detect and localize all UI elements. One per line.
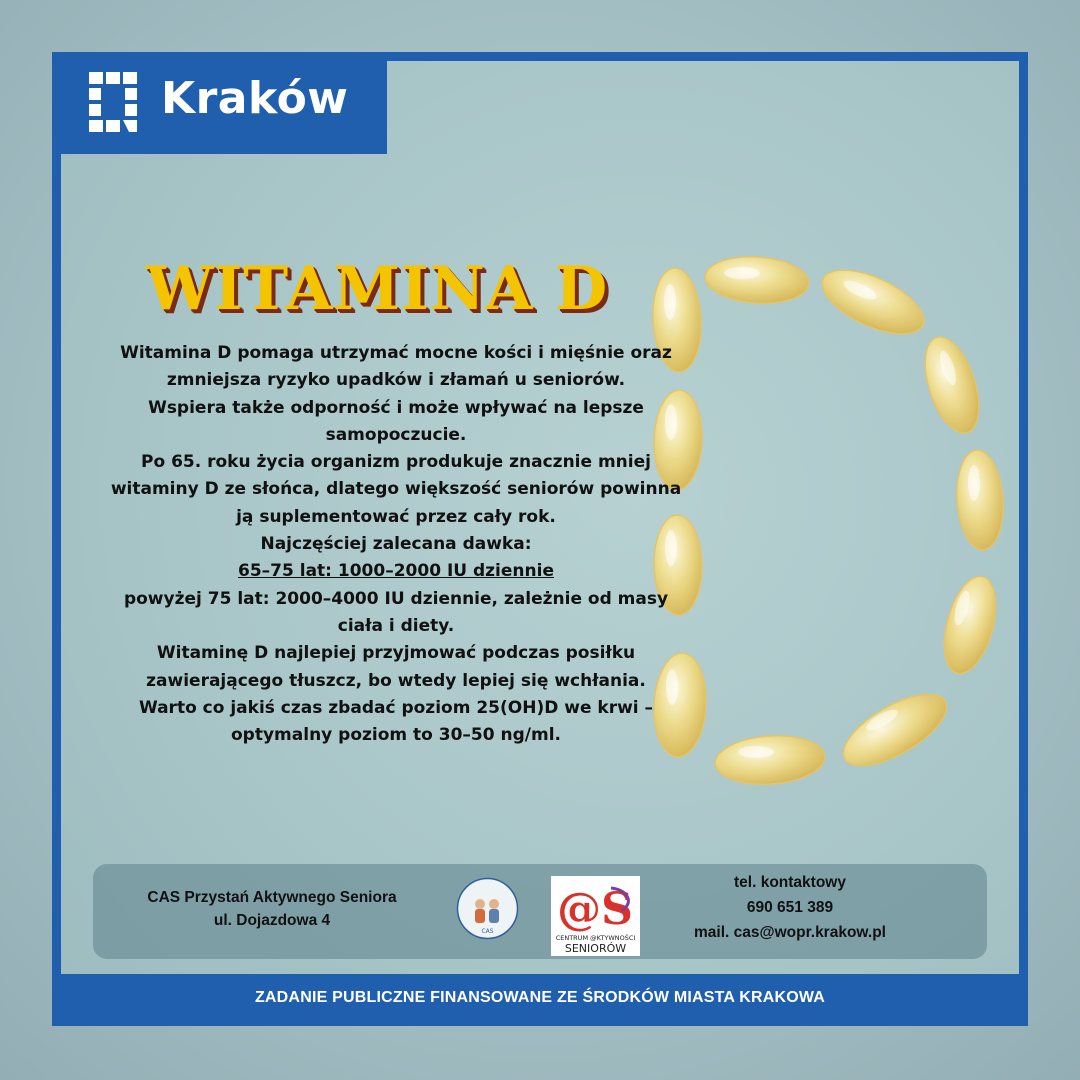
centrum-logo-graphic (551, 876, 640, 956)
dose-65-75: 65–75 lat: 1000–2000 IU dziennie (238, 561, 554, 582)
contact-info (665, 870, 915, 945)
address-line: ul. Dojazdowa 4 (213, 912, 331, 929)
centrum-aktywnosci-seniorow-logo (551, 876, 640, 956)
org-name: CAS Przystań Aktywnego Seniora (147, 889, 397, 906)
email-address[interactable]: mail. cas@wopr.krakow.pl (693, 924, 886, 941)
cas-circle-logo (456, 877, 519, 940)
phone-number[interactable]: 690 651 389 (746, 899, 834, 916)
body-line: optymalny poziom to 30–50 ng/ml. (231, 725, 561, 746)
body-line: Najczęściej zalecana dawka: (260, 534, 532, 555)
centrum-logo-mark: @S (557, 884, 633, 935)
body-line: Witaminę D najlepiej przyjmować podczas posiłku (156, 643, 636, 664)
body-line: ciała i diety. (337, 615, 455, 636)
centrum-line2: SENIORÓW (564, 942, 627, 955)
page-title: WITAMINA D (146, 254, 609, 324)
body-line: powyżej 75 lat: 2000–4000 IU dziennie, zależnie od masy (123, 588, 669, 609)
krakow-logo-icon (89, 72, 137, 132)
cas-logo-text: CAS (481, 928, 494, 935)
dose-line-underlined (96, 558, 696, 585)
body-line: zmniejsza ryzyko upadków i złamań u seniorów. (166, 370, 626, 391)
body-line: witaminy D ze słońca, dlatego większość seniorów powinna (110, 479, 682, 500)
body-text (96, 340, 696, 749)
contact-label: tel. kontaktowy (734, 874, 846, 891)
organization-address (107, 886, 437, 932)
body-line: Po 65. roku życia organizm produkuje znacznie mniej (141, 452, 651, 473)
body-line: Wspiera także odporność i może wpływać na lepsze (148, 397, 644, 418)
body-line: samopoczucie. (325, 424, 467, 445)
centrum-line1: CENTRUM @KTYWNOŚCI (555, 934, 636, 942)
footer-text: ZADANIE PUBLICZNE FINANSOWANE ZE ŚRODKÓW MIASTA KRAKOWA (254, 989, 826, 1006)
krakow-logo[interactable] (60, 60, 387, 154)
brand-name: Kraków (161, 73, 349, 124)
body-line: zawierającego tłuszcz, bo wtedy lepiej się wchłania. (146, 670, 646, 691)
body-line: Witamina D pomaga utrzymać mocne kości i mięśnie oraz (120, 343, 672, 363)
body-line: Warto co jakiś czas zbadać poziom 25(OH)D we krwi – (138, 697, 654, 718)
body-line: ją suplementować przez cały rok. (236, 506, 556, 527)
